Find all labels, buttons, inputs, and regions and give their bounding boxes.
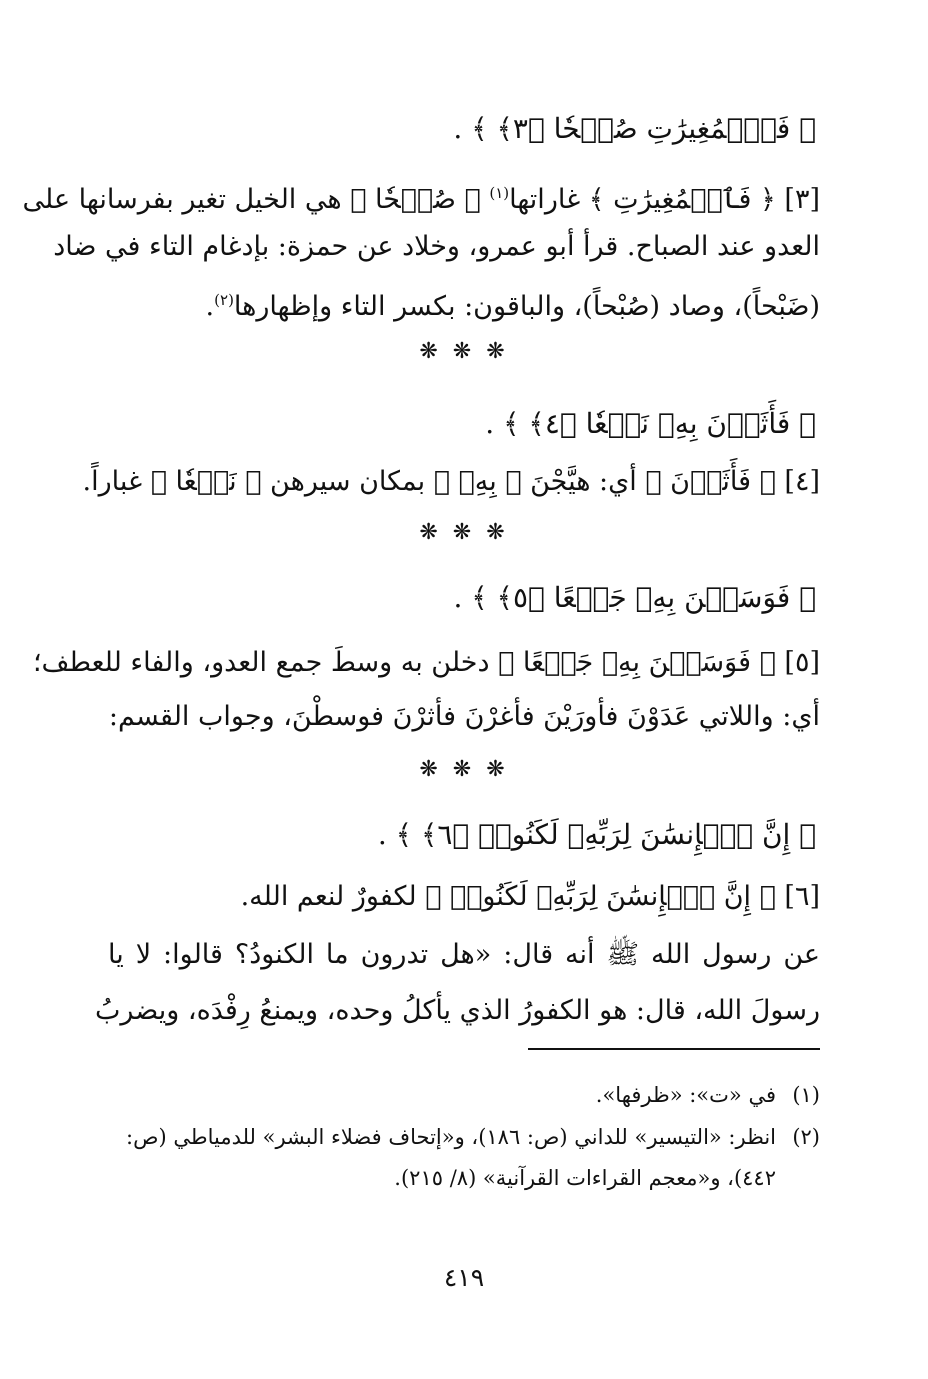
page-number: ٤١٩ <box>443 1263 485 1292</box>
commentary-5-line-1: [٥] ﴿ فَوَسَطۡنَ بِهِۦ جَمۡعًا ﴾ دخلن به وسطَ جمع العدو، والفاء للعطف؛ <box>32 647 820 678</box>
verse-4: ﴿ فَأَثَرۡنَ بِهِۦ نَقۡعٗا ﴿٤﴾ ﴾ . <box>485 407 816 440</box>
commentary-4: [٤] ﴿ فَأَثَرۡنَ ﴾ أي: هيَّجْنَ ﴿ بِهِۦ ﴾ بمكان سيرهن ﴿ نَقۡعٗا ﴾ غباراً. <box>82 466 820 497</box>
footnote-2 <box>108 1121 820 1153</box>
commentary-5-line-2: أي: واللاتي عَدَوْنَ فأورَيْنَ فأغرْنَ فأثرْنَ فوسطْنَ، وجواب القسم: <box>108 701 820 732</box>
commentary-3-line-1 <box>22 173 820 220</box>
commentary-3-rest: ﴿ صُبۡحٗا ﴾ هي الخيل تغير بفرسانها على <box>22 184 490 215</box>
commentary-6: [٦] ﴿ إِنَّ ٱلۡإِنسَٰنَ لِرَبِّهِۦ لَكَنُودٞ ﴾ لكفورٌ لنعم الله. <box>240 881 820 912</box>
verse-6: ﴿ إِنَّ ٱلۡإِنسَٰنَ لِرَبِّهِۦ لَكَنُودٞ ﴿٦﴾ ﴾ . <box>377 818 816 851</box>
hadith-line-2: رسولَ الله، قال: هو الكفورُ الذي يأكلُ وحده، ويمنعُ رِفْدَه، ويضربُ <box>94 995 820 1026</box>
section-separator: ❋ ❋ ❋ <box>419 520 509 545</box>
footnote-text: في «ت»: «ظرفها». <box>595 1083 776 1107</box>
footnote-text: ٤٤٢)، و«معجم القراءات القرآنية» (٨/ ٢١٥). <box>394 1166 776 1190</box>
section-separator: ❋ ❋ ❋ <box>419 339 509 364</box>
commentary-3-line-3 <box>108 280 820 327</box>
footnote-ref-1: (١) <box>489 184 510 202</box>
hadith-line-1: عن رسول الله ﷺ أنه قال: «هل تدرون ما الكنودُ؟ قالوا: لا يا <box>108 939 820 970</box>
footnote-ref-2: (٢) <box>214 291 234 309</box>
verse-3: ﴿ فَٱلۡمُغِيرَٰتِ صُبۡحٗا ﴿٣﴾ ﴾ . <box>453 112 816 145</box>
commentary-3-line-2: العدو عند الصباح. قرأ أبو عمرو، وخلاد عن حمزة: بإدغام التاء في ضاد <box>53 231 820 262</box>
footnote-2-continued <box>108 1162 776 1194</box>
commentary-3-line-3-text: (ضَبْحاً)، وصاد (صُبْحاً)، والباقون: بكسر التاء وإظهارها <box>233 291 820 322</box>
commentary-3-line-3-end: . <box>205 291 215 322</box>
footnote-number: (١) <box>792 1083 820 1107</box>
verse-5: ﴿ فَوَسَطۡنَ بِهِۦ جَمۡعًا ﴿٥﴾ ﴾ . <box>453 581 816 614</box>
footnote-1 <box>108 1079 820 1111</box>
footnote-number: (٢) <box>792 1125 820 1149</box>
footnote-divider <box>528 1048 820 1050</box>
commentary-3-lead: [٣] ﴿ فَٱلۡمُغِيرَٰتِ ﴾ غاراتها <box>509 184 820 215</box>
footnote-text: انظر: «التيسير» للداني (ص: ١٨٦)، و«إتحاف فضلاء البشر» للدمياطي (ص: <box>126 1125 776 1149</box>
section-separator: ❋ ❋ ❋ <box>419 757 509 782</box>
